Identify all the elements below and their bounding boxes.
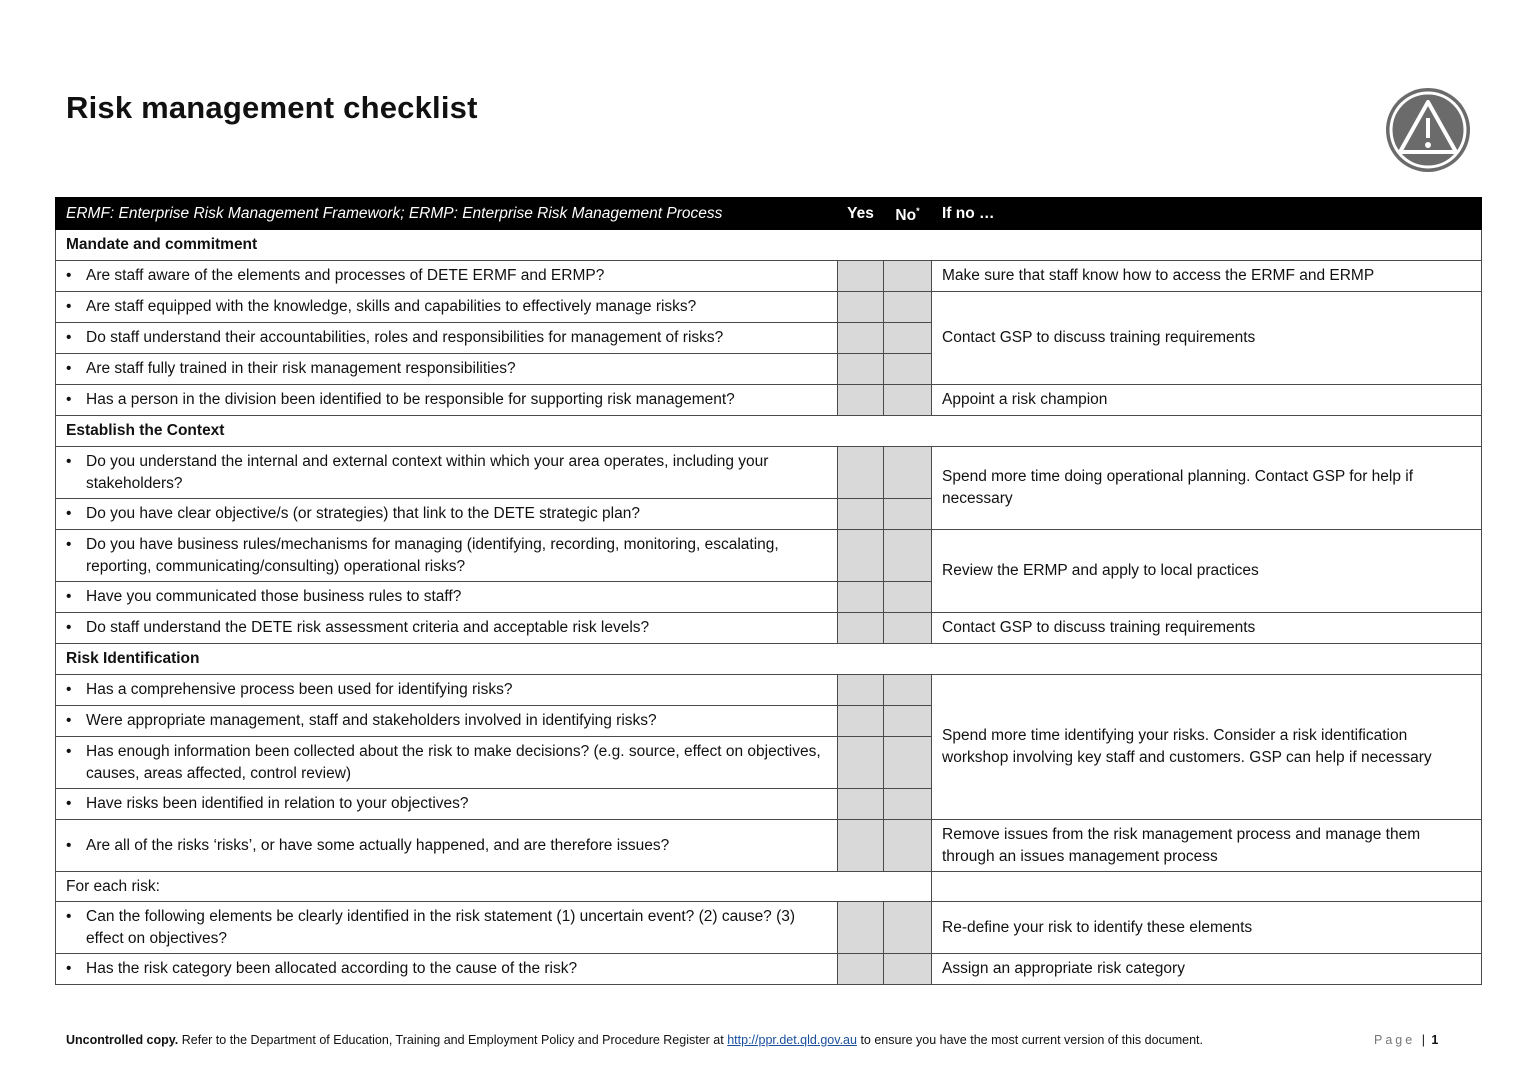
action: Review the ERMP and apply to local practices (932, 530, 1482, 613)
yes-checkbox[interactable] (838, 447, 884, 499)
yes-checkbox[interactable] (838, 954, 884, 985)
question: • Have risks been identified in relation to your objectives? (56, 789, 838, 820)
empty-cell (932, 872, 1482, 902)
question: • Has enough information been collected about the risk to make decisions? (e.g. source, effect on objectives, causes, areas affected, control review) (56, 737, 838, 789)
section-title: Risk Identification (56, 644, 1482, 675)
footer-text-2: to ensure you have the most current version of this document. (860, 1033, 1203, 1047)
yes-checkbox[interactable] (838, 902, 884, 954)
no-checkbox[interactable] (884, 789, 932, 820)
question: • Are staff fully trained in their risk management responsibilities? (56, 354, 838, 385)
table-row (56, 385, 1482, 416)
question: • Has a person in the division been identified to be responsible for supporting risk management? (56, 385, 838, 416)
yes-checkbox[interactable] (838, 261, 884, 292)
table-row (56, 675, 1482, 706)
no-checkbox[interactable] (884, 902, 932, 954)
no-checkbox[interactable] (884, 820, 932, 872)
action: Assign an appropriate risk category (932, 954, 1482, 985)
header-no: No* (884, 198, 932, 230)
yes-checkbox[interactable] (838, 820, 884, 872)
action: Contact GSP to discuss training requirements (932, 292, 1482, 385)
yes-checkbox[interactable] (838, 292, 884, 323)
question: • Do staff understand their accountabilities, roles and responsibilities for management of risks? (56, 323, 838, 354)
table-row (56, 613, 1482, 644)
no-checkbox[interactable] (884, 323, 932, 354)
question: • Do you understand the internal and external context within which your area operates, including your stakeholders? (56, 447, 838, 499)
table-row (56, 447, 1482, 499)
header-legend: ERMF: Enterprise Risk Management Framework; ERMP: Enterprise Risk Management Process (56, 198, 838, 230)
yes-checkbox[interactable] (838, 582, 884, 613)
table-row (56, 954, 1482, 985)
footer-bold: Uncontrolled copy. (66, 1033, 179, 1047)
action: Remove issues from the risk management process and manage them through an issues management process (932, 820, 1482, 872)
no-checkbox[interactable] (884, 737, 932, 789)
yes-checkbox[interactable] (838, 675, 884, 706)
no-checkbox[interactable] (884, 499, 932, 530)
yes-checkbox[interactable] (838, 789, 884, 820)
yes-checkbox[interactable] (838, 706, 884, 737)
section-row (56, 230, 1482, 261)
yes-checkbox[interactable] (838, 385, 884, 416)
section-title: Establish the Context (56, 416, 1482, 447)
section-row (56, 416, 1482, 447)
action: Contact GSP to discuss training requirements (932, 613, 1482, 644)
page-title: Risk management checklist (66, 90, 478, 125)
page-number-value: 1 (1431, 1033, 1439, 1047)
action: Re-define your risk to identify these elements (932, 902, 1482, 954)
question: • Were appropriate management, staff and stakeholders involved in identifying risks? (56, 706, 838, 737)
yes-checkbox[interactable] (838, 530, 884, 582)
section-row (56, 644, 1482, 675)
table-row (56, 530, 1482, 582)
question: • Are staff equipped with the knowledge, skills and capabilities to effectively manage risks? (56, 292, 838, 323)
register-link[interactable]: http://ppr.det.qld.gov.au (727, 1033, 857, 1047)
no-checkbox[interactable] (884, 582, 932, 613)
no-checkbox[interactable] (884, 385, 932, 416)
footer-note (66, 1033, 1203, 1047)
action: Appoint a risk champion (932, 385, 1482, 416)
yes-checkbox[interactable] (838, 323, 884, 354)
no-checkbox[interactable] (884, 675, 932, 706)
question: • Are staff aware of the elements and processes of DETE ERMF and ERMP? (56, 261, 838, 292)
warning-triangle-icon (1384, 86, 1472, 174)
table-row (56, 261, 1482, 292)
yes-checkbox[interactable] (838, 737, 884, 789)
checklist-table (55, 197, 1482, 985)
yes-checkbox[interactable] (838, 354, 884, 385)
question: • Have you communicated those business rules to staff? (56, 582, 838, 613)
footer-text: Refer to the Department of Education, Training and Employment Policy and Procedure Register at (181, 1033, 724, 1047)
no-checkbox[interactable] (884, 447, 932, 499)
no-checkbox[interactable] (884, 354, 932, 385)
no-checkbox[interactable] (884, 706, 932, 737)
section-title: Mandate and commitment (56, 230, 1482, 261)
action: Spend more time identifying your risks. Consider a risk identification workshop involving key staff and customers. GSP can help if necessary (932, 675, 1482, 820)
question: • Do you have business rules/mechanisms for managing (identifying, recording, monitoring, escalating, reporting, communicating/consulting) operational risks? (56, 530, 838, 582)
action: Make sure that staff know how to access the ERMF and ERMP (932, 261, 1482, 292)
action: Spend more time doing operational planning. Contact GSP for help if necessary (932, 447, 1482, 530)
no-checkbox[interactable] (884, 530, 932, 582)
question: • Has the risk category been allocated according to the cause of the risk? (56, 954, 838, 985)
yes-checkbox[interactable] (838, 499, 884, 530)
table-row (56, 902, 1482, 954)
question: • Are all of the risks ‘risks’, or have some actually happened, and are therefore issues? (56, 820, 838, 872)
for-each-risk-label: For each risk: (56, 872, 932, 902)
yes-checkbox[interactable] (838, 613, 884, 644)
question: • Do staff understand the DETE risk assessment criteria and acceptable risk levels? (56, 613, 838, 644)
no-checkbox[interactable] (884, 954, 932, 985)
table-header-row (56, 198, 1482, 230)
header-if-no: If no … (932, 198, 1482, 230)
no-checkbox[interactable] (884, 613, 932, 644)
table-row (56, 292, 1482, 323)
page-label: Page (1374, 1033, 1416, 1047)
table-row (56, 820, 1482, 872)
no-checkbox[interactable] (884, 292, 932, 323)
question: • Can the following elements be clearly identified in the risk statement (1) uncertain event? (2) cause? (3) effect on objectives? (56, 902, 838, 954)
header-yes: Yes (838, 198, 884, 230)
no-checkbox[interactable] (884, 261, 932, 292)
question: • Do you have clear objective/s (or strategies) that link to the DETE strategic plan? (56, 499, 838, 530)
question: • Has a comprehensive process been used for identifying risks? (56, 675, 838, 706)
page-number: Page | 1 (1374, 1033, 1439, 1047)
for-each-risk-row (56, 872, 1482, 902)
